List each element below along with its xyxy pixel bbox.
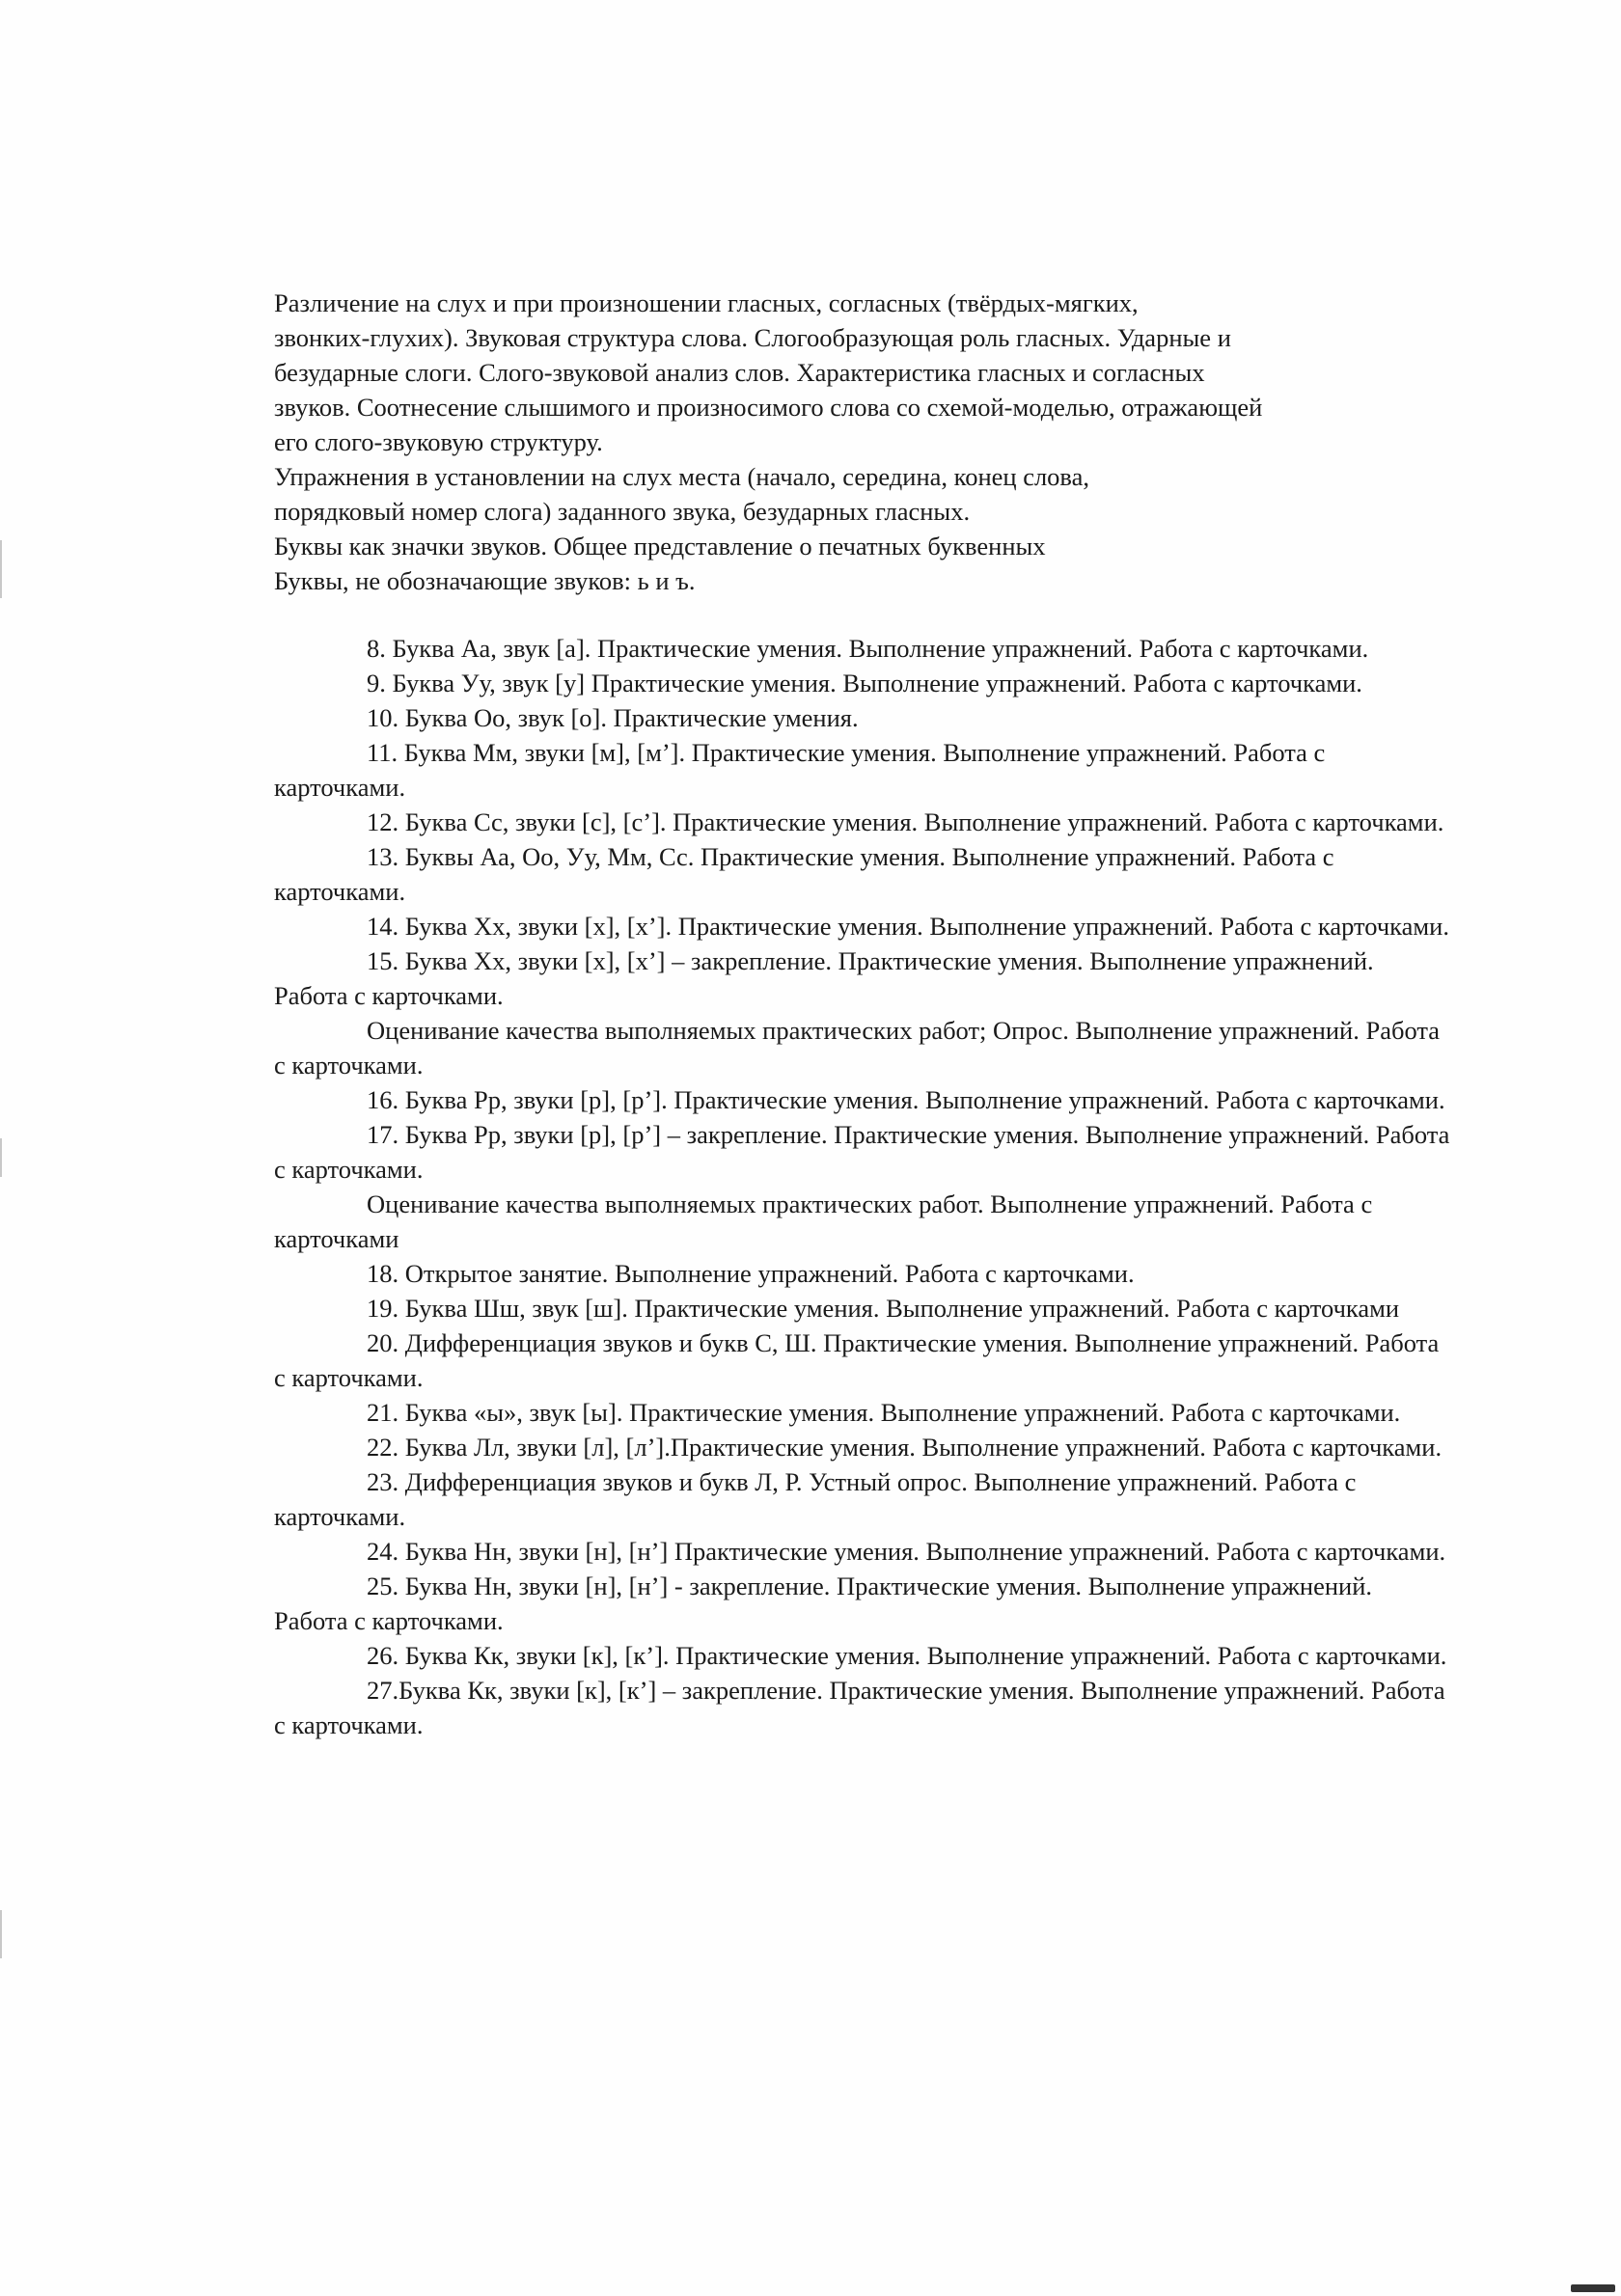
intro-line: порядковый номер слога) заданного звука, безударных гласных. (274, 497, 971, 526)
lesson-item: 11. Буква Мм, звуки [м], [м’]. Практические умения. Выполнение упражнений. Работа с карточками. (274, 738, 1326, 802)
lesson-item: Оценивание качества выполняемых практических работ; Опрос. Выполнение упражнений. Работа с карточками. (274, 1016, 1441, 1080)
lesson-item: 25. Буква Нн, звуки [н], [н’] - закрепление. Практические умения. Выполнение упражнений. Работа с карточками. (274, 1572, 1373, 1635)
lesson-item: 14. Буква Хх, звуки [х], [х’]. Практические умения. Выполнение упражнений. Работа с карточками. (367, 912, 1449, 941)
lesson-item: 12. Буква Сс, звуки [с], [с’]. Практические умения. Выполнение упражнений. Работа с карточками. (367, 807, 1444, 836)
intro-line: безударные слоги. Слого-звуковой анализ слов. Характеристика гласных и согласных (274, 358, 1205, 387)
intro-line: звуков. Соотнесение слышимого и произносимого слова со схемой-моделью, отражающей (274, 393, 1263, 422)
lesson-item: 18. Открытое занятие. Выполнение упражнений. Работа с карточками. (367, 1259, 1135, 1288)
lesson-item: 24. Буква Нн, звуки [н], [н’] Практические умения. Выполнение упражнений. Работа с карточками. (367, 1537, 1446, 1566)
lesson-item: 9. Буква Уу, звук [у] Практические умения. Выполнение упражнений. Работа с карточками. (367, 669, 1362, 697)
intro-line: Буквы как значки звуков. Общее представление о печатных буквенных (274, 532, 1046, 560)
scan-edge-mark (0, 1910, 2, 1958)
intro-line: Буквы, не обозначающие звуков: ь и ъ. (274, 566, 696, 595)
lesson-item: 15. Буква Хх, звуки [х], [х’] – закрепление. Практические умения. Выполнение упражнений. Работа с карточками. (274, 946, 1374, 1010)
lesson-item: 27.Буква Кк, звуки [к], [к’] – закрепление. Практические умения. Выполнение упражнений. Работа с карточками. (274, 1676, 1445, 1739)
scan-edge-mark (0, 540, 2, 598)
lesson-item: 16. Буква Рр, звуки [р], [р’]. Практические умения. Выполнение упражнений. Работа с карточками. (367, 1085, 1445, 1114)
intro-line: Различение на слух и при произношении гласных, согласных (твёрдых-мягких, (274, 288, 1139, 317)
lesson-item: 19. Буква Шш, звук [ш]. Практические умения. Выполнение упражнений. Работа с карточками (367, 1294, 1400, 1323)
lesson-item: 17. Буква Рр, звуки [р], [р’] – закрепление. Практические умения. Выполнение упражнений. Работа с карточками. (274, 1120, 1450, 1184)
lesson-item: 26. Буква Кк, звуки [к], [к’]. Практические умения. Выполнение упражнений. Работа с карточками. (367, 1641, 1447, 1670)
intro-line: его слого-звуковую структуру. (274, 427, 603, 456)
lesson-item: 8. Буква Аа, звук [а]. Практические умения. Выполнение упражнений. Работа с карточками. (367, 634, 1369, 663)
document-body (274, 286, 1451, 1742)
lesson-item: 13. Буквы Аа, Оо, Уу, Мм, Сс. Практические умения. Выполнение упражнений. Работа с карточками. (274, 842, 1334, 906)
intro-line: Упражнения в установлении на слух места (начало, середина, конец слова, (274, 462, 1089, 491)
lesson-item: 23. Дифференциация звуков и букв Л, Р. Устный опрос. Выполнение упражнений. Работа с карточками. (274, 1467, 1357, 1531)
lesson-item: 22. Буква Лл, звуки [л], [л’].Практические умения. Выполнение упражнений. Работа с карточками. (367, 1433, 1442, 1462)
lesson-item: 21. Буква «ы», звук [ы]. Практические умения. Выполнение упражнений. Работа с карточками. (367, 1398, 1401, 1427)
intro-section (274, 286, 1451, 598)
intro-line: звонких-глухих). Звуковая структура слова. Слогообразующая роль гласных. Ударные и (274, 323, 1231, 352)
scan-corner-mark (1571, 2284, 1615, 2292)
lesson-list (274, 631, 1451, 1742)
lesson-item: 10. Буква Оо, звук [о]. Практические умения. (367, 703, 859, 732)
scan-edge-mark (0, 1138, 2, 1177)
lesson-item: 20. Дифференциация звуков и букв С, Ш. Практические умения. Выполнение упражнений. Работа с карточками. (274, 1328, 1440, 1392)
lesson-item: Оценивание качества выполняемых практических работ. Выполнение упражнений. Работа с карточками (274, 1189, 1373, 1253)
